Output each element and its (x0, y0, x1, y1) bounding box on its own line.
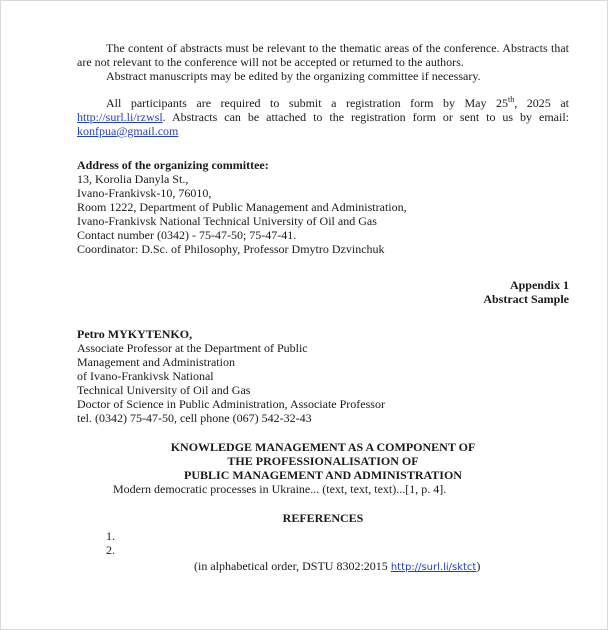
references-list (106, 529, 569, 557)
intro-paragraph-relevance: The content of abstracts must be relevant to the thematic areas of the conference. Abstracts that are not relevant to the conference will not be accepted or returned to the authors. (77, 41, 569, 69)
address-heading: Address of the organizing committee: (77, 158, 269, 172)
intro-paragraph-registration (77, 96, 569, 138)
abstract-title (77, 440, 569, 482)
address-line: Ivano-Frankivsk National Technical University of Oil and Gas (77, 214, 377, 228)
date-suffix: th (508, 95, 515, 104)
dstu-link[interactable]: http://surl.li/sktct (390, 562, 477, 573)
references-note-end: ) (476, 559, 481, 573)
intro-paragraph-editing: Abstract manuscripts may be edited by the organizing committee if necessary. (106, 69, 481, 83)
abstract-title-line: KNOWLEDGE MANAGEMENT AS A COMPONENT OF (170, 440, 476, 454)
coordinator: Coordinator: D.Sc. of Philosophy, Professor Dmytro Dzvinchuk (77, 242, 385, 256)
appendix-subtitle: Abstract Sample (483, 292, 569, 306)
address-block (77, 158, 569, 256)
author-line: Associate Professor at the Department of Public (77, 341, 308, 355)
registration-text-after: . Abstracts can be attached to the registration form or sent to us by email: (162, 110, 569, 124)
reference-item: 2. (106, 543, 115, 557)
author-block (77, 327, 569, 425)
reference-item: 1. (106, 529, 115, 543)
document-content (77, 41, 569, 575)
appendix-header (77, 278, 569, 306)
author-line: Technical University of Oil and Gas (77, 383, 251, 397)
registration-link[interactable]: http://surl.li/rzwsl (77, 110, 163, 124)
author-line: of Ivano-Frankivsk National (77, 369, 214, 383)
abstract-body: Modern democratic processes in Ukraine... (text, text, text)...[1, p. 4]. (113, 482, 447, 496)
registration-text-mid: , 2025 at (514, 96, 569, 110)
appendix-label: Appendix 1 (509, 278, 569, 292)
abstract-title-line: THE PROFESSIONALISATION OF (227, 454, 419, 468)
contact-number: Contact number (0342) - 75-47-50; 75-47-41. (77, 228, 297, 242)
abstract-title-line: PUBLIC MANAGEMENT AND ADMINISTRATION (184, 468, 462, 482)
references-note (77, 559, 569, 575)
address-line: Ivano-Frankivsk-10, 76010, (77, 186, 212, 200)
email-link[interactable]: konfpua@gmail.com (77, 124, 179, 138)
author-line: Management and Administration (77, 355, 235, 369)
references-note-start: (in alphabetical order, DSTU 8302:2015 (194, 559, 391, 573)
references-heading: REFERENCES (282, 511, 364, 525)
address-line: Room 1222, Department of Public Management and Administration, (77, 200, 407, 214)
registration-text-start: All participants are required to submit a registration form by May 25 (106, 96, 509, 110)
author-name: Petro MYKYTENKO, (77, 327, 193, 341)
author-phone: tel. (0342) 75-47-50, cell phone (067) 542-32-43 (77, 411, 312, 425)
address-line: 13, Korolia Danyla St., (77, 172, 189, 186)
author-degree: Doctor of Science in Public Administration, Associate Professor (77, 397, 385, 411)
